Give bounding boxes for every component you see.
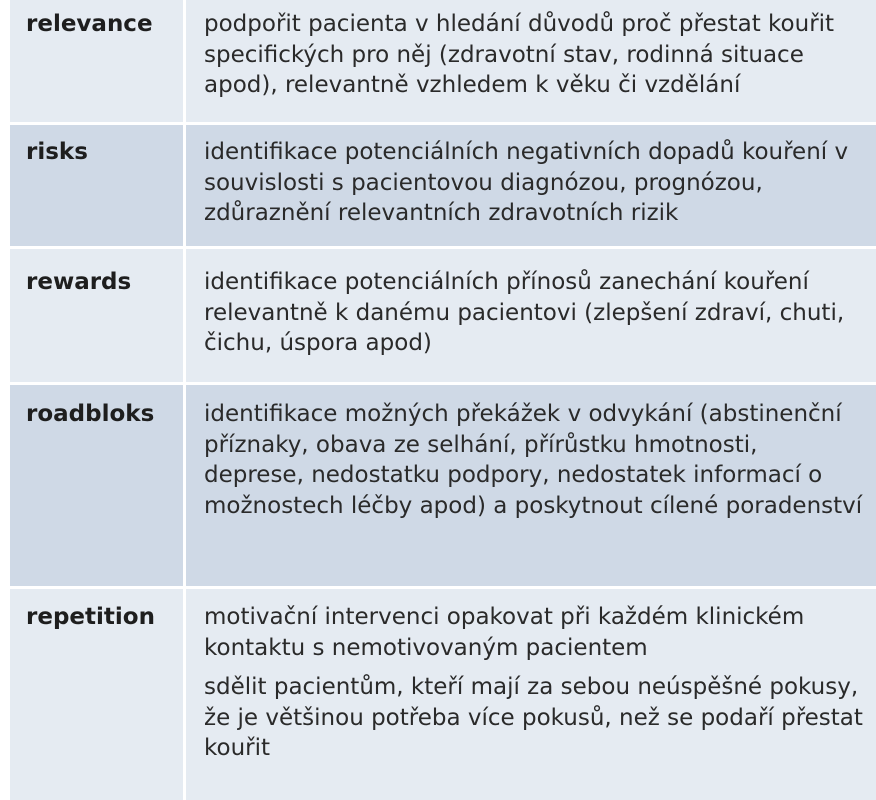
term-relevance: relevance <box>26 11 153 37</box>
table-row-repetition <box>10 589 876 800</box>
description-risks <box>204 137 864 229</box>
description-paragraph: identifikace potenciálních přínosů zanechání kouření relevantně k danému pacientovi (zlepšení zdraví, chuti, čichu, úspora apod) <box>204 269 845 356</box>
table-row-rewards <box>10 249 876 382</box>
description-paragraph: sdělit pacientům, kteří mají za sebou neúspěšné pokusy, že je většinou potřeba více pokusů, než se podaří přestat kouřit <box>204 674 863 761</box>
description-roadbloks <box>204 399 864 521</box>
term-repetition: repetition <box>26 604 155 630</box>
five-r-table <box>10 0 876 800</box>
table-row-risks <box>10 125 876 246</box>
term-roadbloks: roadbloks <box>26 401 155 427</box>
description-paragraph: motivační intervenci opakovat při každém klinickém kontaktu s nemotivovaným pacientem <box>204 604 805 661</box>
term-rewards: rewards <box>26 269 132 295</box>
column-divider <box>183 0 186 800</box>
table-row-relevance <box>10 0 876 122</box>
description-rewards <box>204 267 864 359</box>
description-paragraph: identifikace potenciálních negativních dopadů kouření v souvislosti s pacientovou diagnózou, prognózou, zdůraznění relevantních zdravotních rizik <box>204 139 849 226</box>
table-row-roadbloks <box>10 385 876 586</box>
description-repetition <box>204 602 864 764</box>
description-paragraph: podpořit pacienta v hledání důvodů proč přestat kouřit specifických pro něj (zdravotní stav, rodinná situace apod), relevantně vzhledem k věku či vzdělání <box>204 11 835 98</box>
term-risks: risks <box>26 139 88 165</box>
description-paragraph: identifikace možných překážek v odvykání (abstinenční příznaky, obava ze selhání, přírůstku hmotnosti, deprese, nedostatku podpory, nedostatek informací o možnostech léčby apod) a poskytnout cílené poradenství <box>204 401 863 519</box>
description-relevance <box>204 9 864 101</box>
